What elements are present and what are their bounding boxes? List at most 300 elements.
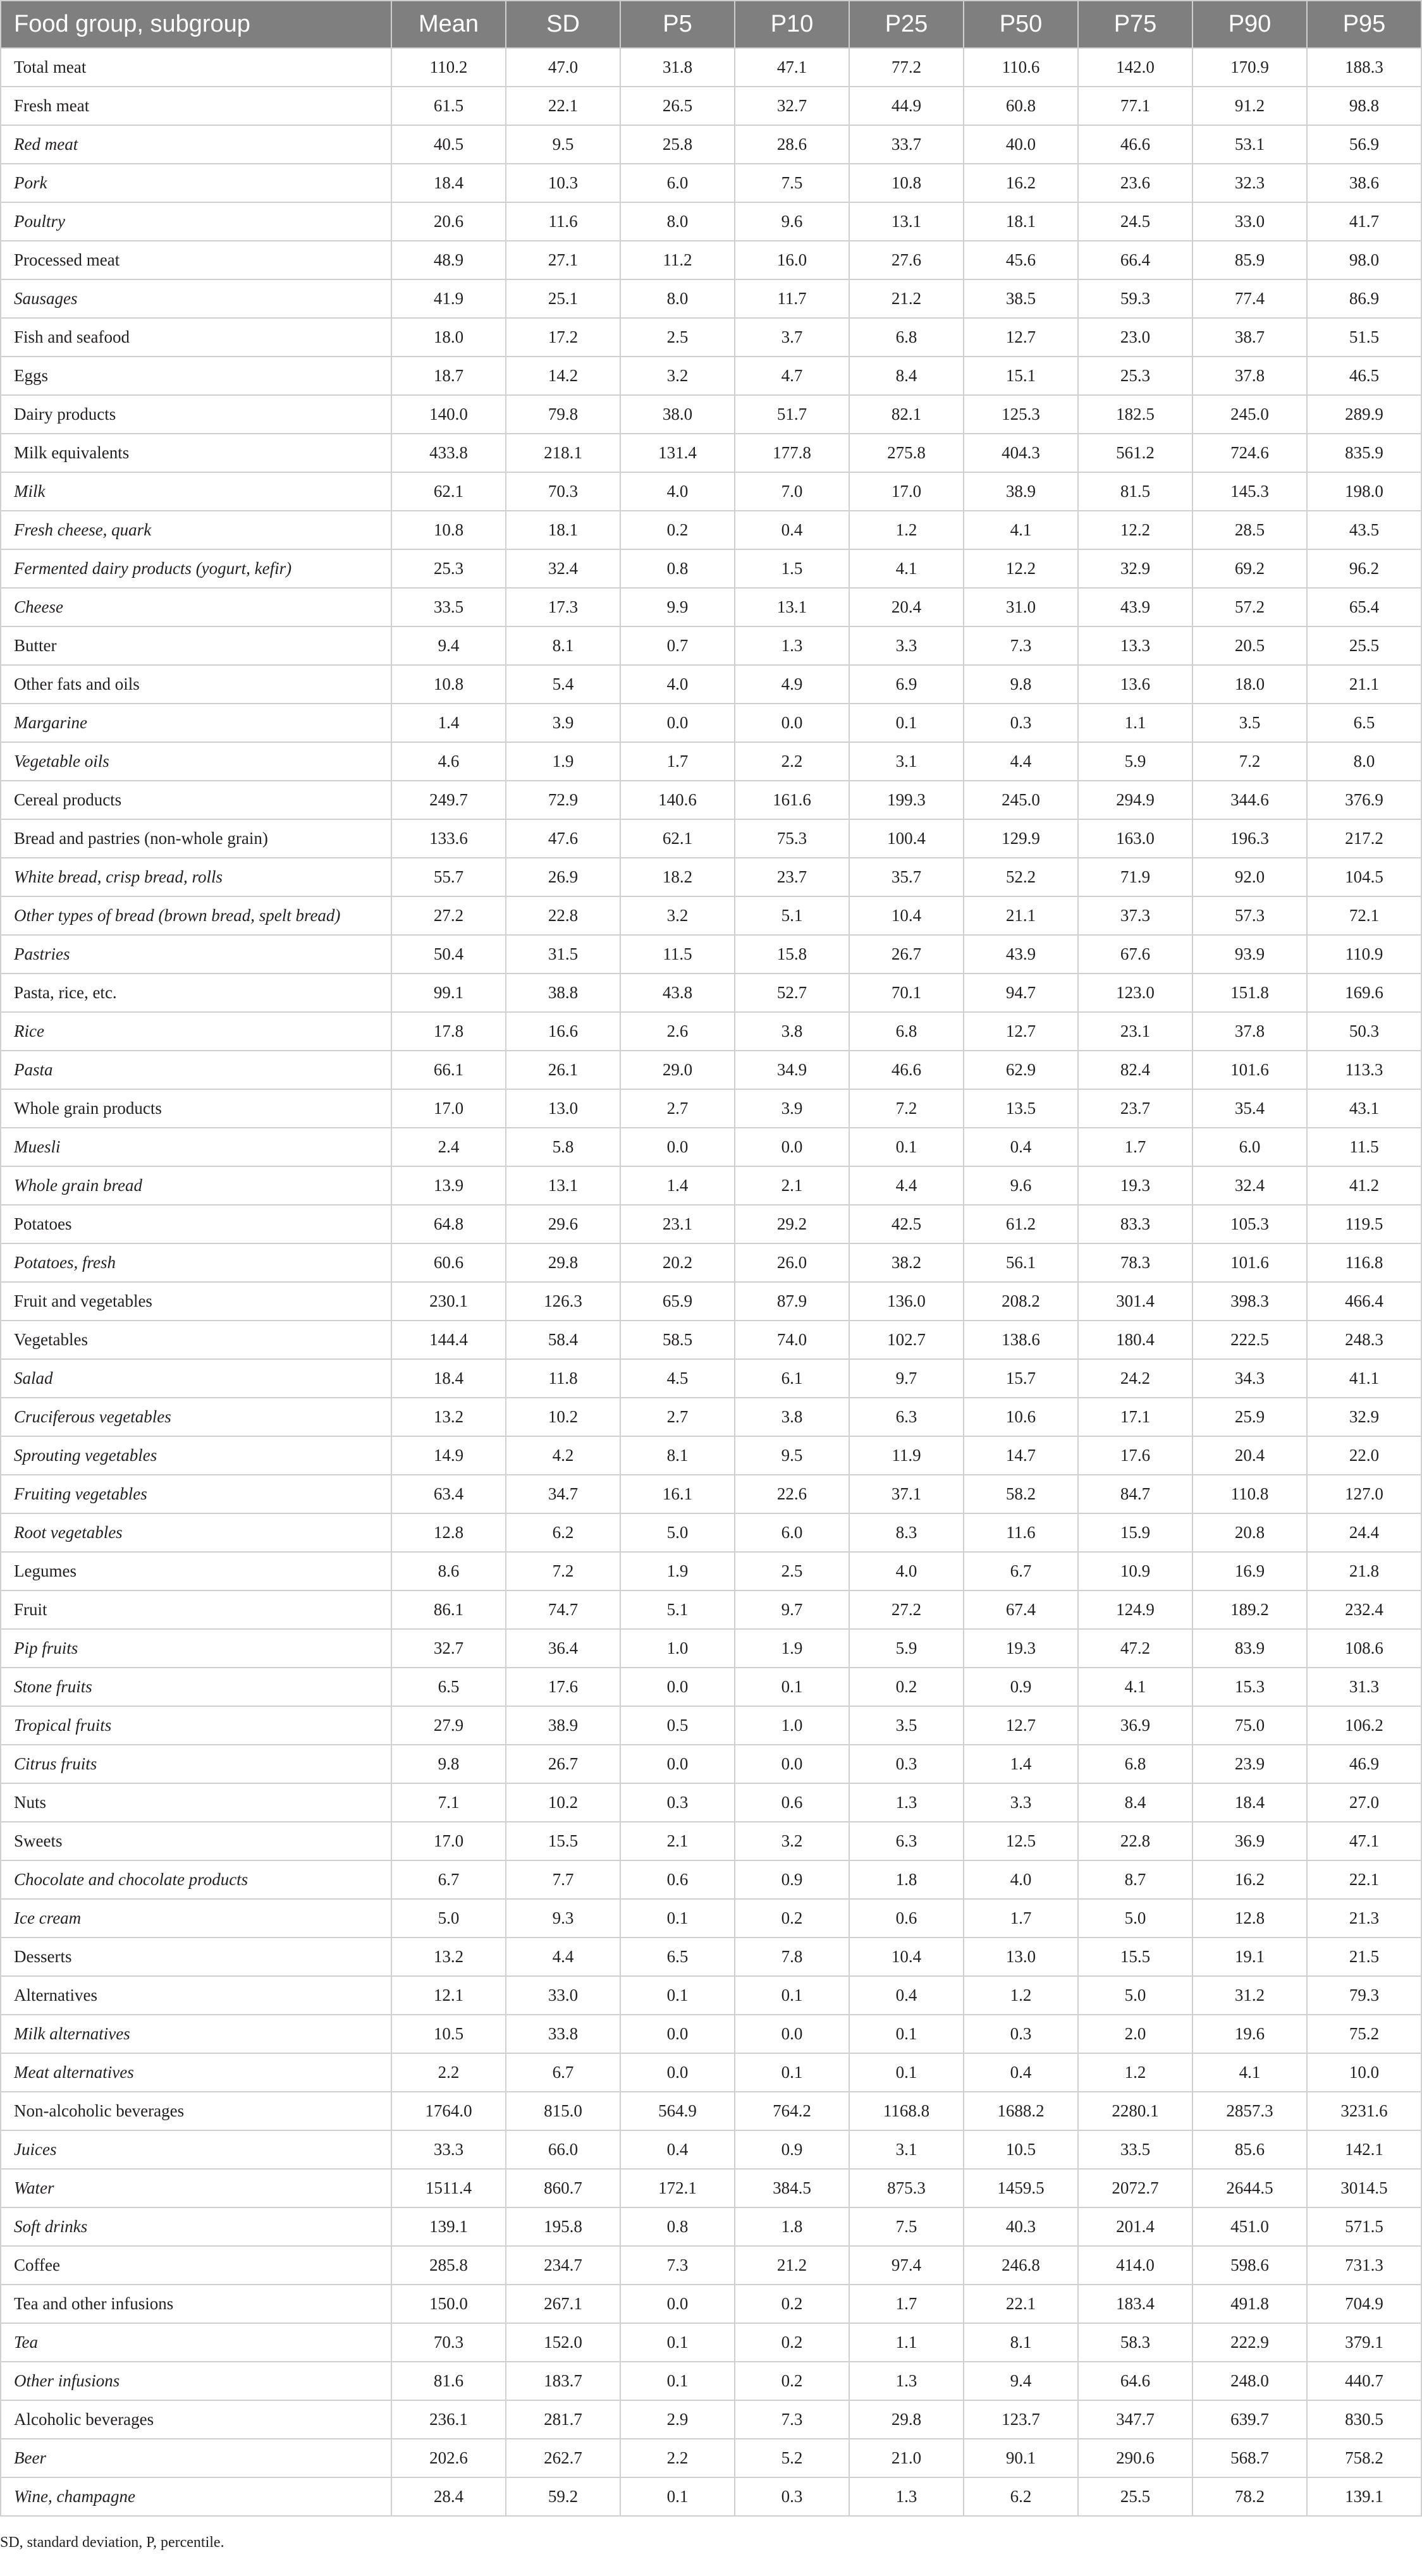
cell-mean: 20.6: [391, 202, 506, 241]
cell-p75: 77.1: [1078, 87, 1192, 125]
cell-p25: 0.2: [849, 1668, 964, 1706]
cell-p25: 3.1: [849, 2130, 964, 2169]
cell-p5: 172.1: [620, 2169, 735, 2207]
table-row: [1, 1243, 1421, 1282]
cell-mean: 63.4: [391, 1475, 506, 1513]
cell-p95: 41.7: [1307, 202, 1421, 241]
cell-p90: 101.6: [1192, 1243, 1307, 1282]
row-label: Vegetables: [1, 1321, 391, 1359]
row-label: Margarine: [1, 704, 391, 742]
cell-p25: 1.3: [849, 2362, 964, 2400]
cell-p50: 38.5: [964, 279, 1078, 318]
cell-p25: 21.0: [849, 2439, 964, 2477]
cell-p10: 7.3: [735, 2400, 849, 2439]
row-label: Rice: [1, 1012, 391, 1051]
cell-mean: 81.6: [391, 2362, 506, 2400]
cell-sd: 74.7: [506, 1590, 620, 1629]
cell-p90: 37.8: [1192, 357, 1307, 395]
cell-mean: 4.6: [391, 742, 506, 781]
cell-sd: 13.1: [506, 1166, 620, 1205]
cell-sd: 32.4: [506, 549, 620, 588]
cell-p25: 100.4: [849, 819, 964, 858]
row-label: Other types of bread (brown bread, spelt bread): [1, 896, 391, 935]
cell-p25: 97.4: [849, 2246, 964, 2285]
cell-mean: 230.1: [391, 1282, 506, 1321]
cell-p95: 142.1: [1307, 2130, 1421, 2169]
cell-p10: 23.7: [735, 858, 849, 896]
cell-p10: 161.6: [735, 781, 849, 819]
cell-p25: 6.9: [849, 665, 964, 704]
table-row: [1, 1590, 1421, 1629]
cell-p25: 0.1: [849, 704, 964, 742]
row-label: Fresh cheese, quark: [1, 511, 391, 549]
cell-mean: 150.0: [391, 2285, 506, 2323]
cell-p95: 21.3: [1307, 1899, 1421, 1938]
cell-p50: 38.9: [964, 472, 1078, 511]
cell-p10: 1.5: [735, 549, 849, 588]
cell-p50: 43.9: [964, 935, 1078, 974]
cell-p95: 25.5: [1307, 626, 1421, 665]
cell-p10: 0.2: [735, 2323, 849, 2362]
cell-p95: 65.4: [1307, 588, 1421, 626]
cell-p50: 7.3: [964, 626, 1078, 665]
row-label: Potatoes: [1, 1205, 391, 1243]
row-label: Fruit: [1, 1590, 391, 1629]
row-label: Eggs: [1, 357, 391, 395]
table-row: [1, 2169, 1421, 2207]
cell-p5: 0.7: [620, 626, 735, 665]
cell-p10: 26.0: [735, 1243, 849, 1282]
cell-p10: 29.2: [735, 1205, 849, 1243]
cell-sd: 281.7: [506, 2400, 620, 2439]
cell-p75: 301.4: [1078, 1282, 1192, 1321]
cell-p25: 0.1: [849, 1128, 964, 1166]
cell-sd: 11.6: [506, 202, 620, 241]
cell-p10: 4.9: [735, 665, 849, 704]
cell-p95: 46.9: [1307, 1745, 1421, 1783]
cell-p75: 561.2: [1078, 434, 1192, 472]
cell-p90: 92.0: [1192, 858, 1307, 896]
cell-p10: 11.7: [735, 279, 849, 318]
cell-mean: 48.9: [391, 241, 506, 279]
cell-mean: 14.9: [391, 1436, 506, 1475]
cell-p10: 21.2: [735, 2246, 849, 2285]
cell-p90: 4.1: [1192, 2053, 1307, 2092]
cell-p10: 7.5: [735, 164, 849, 202]
cell-p10: 6.1: [735, 1359, 849, 1398]
row-label: Poultry: [1, 202, 391, 241]
cell-sd: 234.7: [506, 2246, 620, 2285]
cell-p5: 0.4: [620, 2130, 735, 2169]
cell-p25: 1168.8: [849, 2092, 964, 2130]
cell-p50: 45.6: [964, 241, 1078, 279]
cell-p5: 2.1: [620, 1822, 735, 1860]
cell-p25: 9.7: [849, 1359, 964, 1398]
cell-mean: 41.9: [391, 279, 506, 318]
cell-p25: 1.2: [849, 511, 964, 549]
cell-mean: 33.3: [391, 2130, 506, 2169]
cell-p50: 90.1: [964, 2439, 1078, 2477]
cell-p5: 0.1: [620, 2362, 735, 2400]
cell-p95: 110.9: [1307, 935, 1421, 974]
cell-p75: 81.5: [1078, 472, 1192, 511]
cell-p50: 67.4: [964, 1590, 1078, 1629]
cell-p5: 38.0: [620, 395, 735, 434]
cell-mean: 18.4: [391, 1359, 506, 1398]
cell-p5: 0.0: [620, 1128, 735, 1166]
cell-p95: 51.5: [1307, 318, 1421, 357]
cell-p5: 2.9: [620, 2400, 735, 2439]
cell-p95: 31.3: [1307, 1668, 1421, 1706]
cell-p75: 83.3: [1078, 1205, 1192, 1243]
cell-p95: 41.1: [1307, 1359, 1421, 1398]
cell-p90: 145.3: [1192, 472, 1307, 511]
cell-p90: 19.1: [1192, 1938, 1307, 1976]
cell-p10: 32.7: [735, 87, 849, 125]
row-label: Beer: [1, 2439, 391, 2477]
table-row: [1, 164, 1421, 202]
cell-p50: 0.4: [964, 2053, 1078, 2092]
cell-p90: 344.6: [1192, 781, 1307, 819]
row-label: Pastries: [1, 935, 391, 974]
cell-p90: 32.3: [1192, 164, 1307, 202]
cell-p75: 124.9: [1078, 1590, 1192, 1629]
table-row: [1, 1166, 1421, 1205]
cell-p50: 9.4: [964, 2362, 1078, 2400]
cell-p5: 25.8: [620, 125, 735, 164]
cell-p95: 119.5: [1307, 1205, 1421, 1243]
cell-p75: 23.1: [1078, 1012, 1192, 1051]
table-row: [1, 742, 1421, 781]
row-label: Red meat: [1, 125, 391, 164]
cell-p5: 2.7: [620, 1089, 735, 1128]
cell-p25: 6.8: [849, 318, 964, 357]
cell-p90: 25.9: [1192, 1398, 1307, 1436]
cell-mean: 433.8: [391, 434, 506, 472]
cell-p75: 17.1: [1078, 1398, 1192, 1436]
cell-p75: 58.3: [1078, 2323, 1192, 2362]
row-label: Coffee: [1, 2246, 391, 2285]
table-row: [1, 2130, 1421, 2169]
row-label: Sweets: [1, 1822, 391, 1860]
cell-p5: 11.2: [620, 241, 735, 279]
cell-p5: 0.6: [620, 1860, 735, 1899]
cell-p75: 201.4: [1078, 2207, 1192, 2246]
cell-mean: 66.1: [391, 1051, 506, 1089]
cell-sd: 31.5: [506, 935, 620, 974]
row-label: White bread, crisp bread, rolls: [1, 858, 391, 896]
cell-p75: 24.5: [1078, 202, 1192, 241]
cell-p75: 183.4: [1078, 2285, 1192, 2323]
cell-sd: 13.0: [506, 1089, 620, 1128]
cell-p95: 86.9: [1307, 279, 1421, 318]
cell-p5: 0.2: [620, 511, 735, 549]
cell-p90: 222.9: [1192, 2323, 1307, 2362]
cell-p25: 0.6: [849, 1899, 964, 1938]
cell-p10: 1.3: [735, 626, 849, 665]
cell-p25: 17.0: [849, 472, 964, 511]
cell-sd: 860.7: [506, 2169, 620, 2207]
cell-p90: 18.4: [1192, 1783, 1307, 1822]
cell-p95: 217.2: [1307, 819, 1421, 858]
cell-mean: 10.5: [391, 2015, 506, 2053]
cell-sd: 58.4: [506, 1321, 620, 1359]
cell-p10: 1.9: [735, 1629, 849, 1668]
cell-p95: 116.8: [1307, 1243, 1421, 1282]
cell-mean: 50.4: [391, 935, 506, 974]
cell-p75: 43.9: [1078, 588, 1192, 626]
cell-p90: 20.8: [1192, 1513, 1307, 1552]
cell-sd: 183.7: [506, 2362, 620, 2400]
cell-p95: 22.1: [1307, 1860, 1421, 1899]
cell-p90: 78.2: [1192, 2477, 1307, 2516]
cell-p90: 151.8: [1192, 974, 1307, 1012]
cell-sd: 195.8: [506, 2207, 620, 2246]
cell-p75: 22.8: [1078, 1822, 1192, 1860]
cell-p5: 4.5: [620, 1359, 735, 1398]
cell-p50: 60.8: [964, 87, 1078, 125]
table-row: [1, 704, 1421, 742]
cell-sd: 25.1: [506, 279, 620, 318]
cell-p75: 23.6: [1078, 164, 1192, 202]
cell-mean: 9.8: [391, 1745, 506, 1783]
cell-p95: 79.3: [1307, 1976, 1421, 2015]
cell-sd: 29.6: [506, 1205, 620, 1243]
row-label: Tea and other infusions: [1, 2285, 391, 2323]
row-label: Nuts: [1, 1783, 391, 1822]
cell-p25: 29.8: [849, 2400, 964, 2439]
cell-p75: 1.1: [1078, 704, 1192, 742]
cell-p95: 46.5: [1307, 357, 1421, 395]
cell-mean: 25.3: [391, 549, 506, 588]
cell-p5: 0.1: [620, 2477, 735, 2516]
cell-p75: 5.0: [1078, 1899, 1192, 1938]
cell-p90: 110.8: [1192, 1475, 1307, 1513]
cell-sd: 27.1: [506, 241, 620, 279]
row-label: Ice cream: [1, 1899, 391, 1938]
cell-p75: 290.6: [1078, 2439, 1192, 2477]
cell-p90: 18.0: [1192, 665, 1307, 704]
cell-p50: 4.4: [964, 742, 1078, 781]
cell-p95: 379.1: [1307, 2323, 1421, 2362]
row-label: Milk: [1, 472, 391, 511]
cell-sd: 26.7: [506, 1745, 620, 1783]
cell-p95: 571.5: [1307, 2207, 1421, 2246]
cell-sd: 6.7: [506, 2053, 620, 2092]
cell-p50: 13.0: [964, 1938, 1078, 1976]
cell-p95: 56.9: [1307, 125, 1421, 164]
cell-p90: 69.2: [1192, 549, 1307, 588]
cell-p75: 32.9: [1078, 549, 1192, 588]
cell-p90: 12.8: [1192, 1899, 1307, 1938]
cell-p50: 11.6: [964, 1513, 1078, 1552]
cell-p25: 37.1: [849, 1475, 964, 1513]
row-label: Cruciferous vegetables: [1, 1398, 391, 1436]
header-p90: P90: [1192, 1, 1307, 48]
cell-p5: 0.1: [620, 2323, 735, 2362]
cell-p25: 4.1: [849, 549, 964, 588]
cell-p50: 12.7: [964, 318, 1078, 357]
row-label: Desserts: [1, 1938, 391, 1976]
row-label: Fresh meat: [1, 87, 391, 125]
table-row: [1, 1899, 1421, 1938]
cell-p95: 10.0: [1307, 2053, 1421, 2092]
cell-p10: 0.9: [735, 1860, 849, 1899]
header-food-group: Food group, subgroup: [1, 1, 391, 48]
cell-sd: 47.6: [506, 819, 620, 858]
table-row: [1, 1475, 1421, 1513]
cell-p75: 142.0: [1078, 48, 1192, 87]
cell-p90: 37.8: [1192, 1012, 1307, 1051]
table-row: [1, 1552, 1421, 1590]
cell-sd: 4.2: [506, 1436, 620, 1475]
cell-p90: 248.0: [1192, 2362, 1307, 2400]
row-label: Chocolate and chocolate products: [1, 1860, 391, 1899]
table-row: [1, 1321, 1421, 1359]
cell-p90: 34.3: [1192, 1359, 1307, 1398]
cell-mean: 249.7: [391, 781, 506, 819]
header-mean: Mean: [391, 1, 506, 48]
cell-p10: 9.5: [735, 1436, 849, 1475]
cell-p25: 70.1: [849, 974, 964, 1012]
cell-p90: 7.2: [1192, 742, 1307, 781]
cell-p50: 15.7: [964, 1359, 1078, 1398]
cell-p95: 830.5: [1307, 2400, 1421, 2439]
cell-mean: 60.6: [391, 1243, 506, 1282]
cell-p50: 4.0: [964, 1860, 1078, 1899]
cell-p25: 6.8: [849, 1012, 964, 1051]
cell-p95: 32.9: [1307, 1398, 1421, 1436]
cell-p25: 0.1: [849, 2015, 964, 2053]
cell-mean: 139.1: [391, 2207, 506, 2246]
row-label: Potatoes, fresh: [1, 1243, 391, 1282]
cell-p50: 10.5: [964, 2130, 1078, 2169]
table-header: [1, 1, 1421, 48]
cell-p5: 0.0: [620, 2015, 735, 2053]
cell-p5: 2.5: [620, 318, 735, 357]
cell-p10: 384.5: [735, 2169, 849, 2207]
row-label: Alcoholic beverages: [1, 2400, 391, 2439]
cell-p95: 188.3: [1307, 48, 1421, 87]
cell-p90: 2857.3: [1192, 2092, 1307, 2130]
cell-p10: 7.8: [735, 1938, 849, 1976]
cell-sd: 126.3: [506, 1282, 620, 1321]
cell-p95: 731.3: [1307, 2246, 1421, 2285]
row-label: Fruit and vegetables: [1, 1282, 391, 1321]
cell-p10: 9.6: [735, 202, 849, 241]
cell-p5: 5.1: [620, 1590, 735, 1629]
cell-p10: 9.7: [735, 1590, 849, 1629]
cell-p5: 1.4: [620, 1166, 735, 1205]
table-row: [1, 935, 1421, 974]
row-label: Cereal products: [1, 781, 391, 819]
table-row: [1, 241, 1421, 279]
cell-p50: 9.8: [964, 665, 1078, 704]
table-row: [1, 1822, 1421, 1860]
cell-p5: 0.5: [620, 1706, 735, 1745]
cell-p95: 232.4: [1307, 1590, 1421, 1629]
table-row: [1, 1976, 1421, 2015]
cell-mean: 13.9: [391, 1166, 506, 1205]
header-p25: P25: [849, 1, 964, 48]
cell-sd: 9.3: [506, 1899, 620, 1938]
cell-p90: 451.0: [1192, 2207, 1307, 2246]
cell-p10: 0.1: [735, 2053, 849, 2092]
cell-p5: 20.2: [620, 1243, 735, 1282]
cell-p10: 47.1: [735, 48, 849, 87]
cell-mean: 1.4: [391, 704, 506, 742]
cell-p90: 639.7: [1192, 2400, 1307, 2439]
table-row: [1, 2053, 1421, 2092]
cell-p95: 6.5: [1307, 704, 1421, 742]
cell-mean: 27.9: [391, 1706, 506, 1745]
cell-p25: 6.3: [849, 1822, 964, 1860]
cell-p90: 170.9: [1192, 48, 1307, 87]
cell-p90: 20.4: [1192, 1436, 1307, 1475]
cell-p5: 11.5: [620, 935, 735, 974]
cell-p10: 3.2: [735, 1822, 849, 1860]
cell-p75: 294.9: [1078, 781, 1192, 819]
cell-p75: 19.3: [1078, 1166, 1192, 1205]
cell-p95: 98.8: [1307, 87, 1421, 125]
cell-sd: 38.8: [506, 974, 620, 1012]
cell-p95: 289.9: [1307, 395, 1421, 434]
cell-p25: 44.9: [849, 87, 964, 125]
cell-p5: 31.8: [620, 48, 735, 87]
cell-p75: 33.5: [1078, 2130, 1192, 2169]
cell-sd: 17.3: [506, 588, 620, 626]
cell-mean: 33.5: [391, 588, 506, 626]
row-label: Muesli: [1, 1128, 391, 1166]
cell-p50: 1.7: [964, 1899, 1078, 1938]
cell-p95: 98.0: [1307, 241, 1421, 279]
row-label: Root vegetables: [1, 1513, 391, 1552]
cell-p75: 4.1: [1078, 1668, 1192, 1706]
cell-p5: 0.0: [620, 2053, 735, 2092]
cell-p5: 0.0: [620, 704, 735, 742]
row-label: Pasta: [1, 1051, 391, 1089]
cell-p10: 2.1: [735, 1166, 849, 1205]
cell-p25: 3.3: [849, 626, 964, 665]
cell-sd: 79.8: [506, 395, 620, 434]
cell-sd: 66.0: [506, 2130, 620, 2169]
cell-p75: 47.2: [1078, 1629, 1192, 1668]
row-label: Juices: [1, 2130, 391, 2169]
cell-p25: 1.7: [849, 2285, 964, 2323]
cell-sd: 14.2: [506, 357, 620, 395]
cell-p10: 0.0: [735, 704, 849, 742]
cell-p90: 83.9: [1192, 1629, 1307, 1668]
cell-sd: 47.0: [506, 48, 620, 87]
cell-p75: 17.6: [1078, 1436, 1192, 1475]
cell-p75: 15.5: [1078, 1938, 1192, 1976]
cell-sd: 18.1: [506, 511, 620, 549]
cell-p50: 10.6: [964, 1398, 1078, 1436]
cell-p5: 4.0: [620, 472, 735, 511]
cell-p75: 36.9: [1078, 1706, 1192, 1745]
cell-p75: 163.0: [1078, 819, 1192, 858]
table-row: [1, 626, 1421, 665]
table-row: [1, 1513, 1421, 1552]
cell-mean: 2.2: [391, 2053, 506, 2092]
table-row: [1, 395, 1421, 434]
cell-mean: 8.6: [391, 1552, 506, 1590]
cell-p90: 36.9: [1192, 1822, 1307, 1860]
cell-p10: 74.0: [735, 1321, 849, 1359]
cell-p90: 16.9: [1192, 1552, 1307, 1590]
cell-p75: 347.7: [1078, 2400, 1192, 2439]
cell-p5: 131.4: [620, 434, 735, 472]
